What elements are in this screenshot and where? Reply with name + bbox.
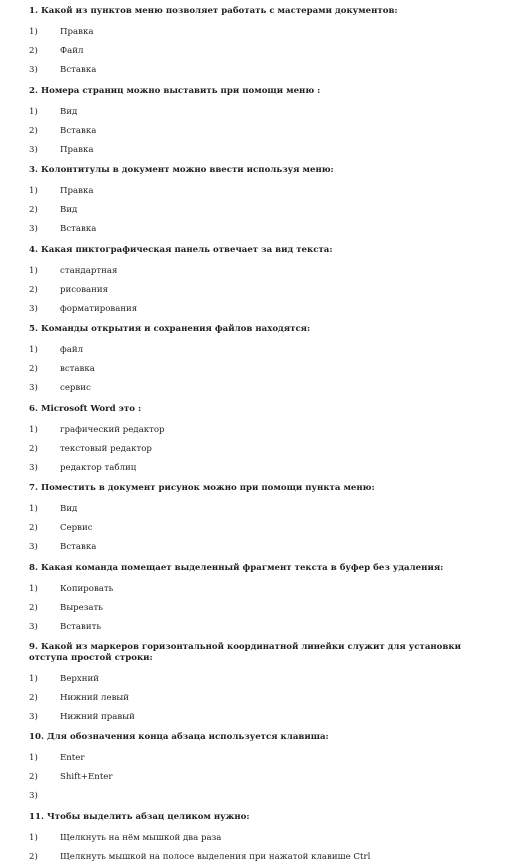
question-title: 10. Для обозначения конца абзаца используется клавиша:	[29, 726, 501, 749]
answer-option	[0, 538, 511, 557]
option-text: рисования	[60, 285, 108, 295]
answer-option	[0, 500, 511, 519]
answer-option	[0, 669, 511, 688]
option-text: файл	[60, 345, 83, 355]
option-number: 1)	[0, 27, 58, 37]
question-11	[0, 806, 511, 866]
answer-option	[0, 688, 511, 707]
question-title: 1. Какой из пунктов меню позволяет работать с мастерами документов:	[29, 0, 501, 23]
option-number: 2)	[0, 444, 58, 454]
option-number: 1)	[0, 266, 58, 276]
option-number: 1)	[0, 186, 58, 196]
answer-option	[0, 707, 511, 726]
option-number: 2)	[0, 205, 58, 215]
option-text: текстовый редактор	[60, 444, 152, 454]
option-text: Нижний правый	[60, 712, 135, 722]
option-number: 3)	[0, 463, 58, 473]
question-9	[0, 636, 511, 726]
answer-option	[0, 201, 511, 220]
option-number: 3)	[0, 542, 58, 552]
answer-option	[0, 341, 511, 360]
option-text: Вставка	[60, 224, 96, 234]
option-number: 3)	[0, 712, 58, 722]
answer-option	[0, 23, 511, 42]
option-text: стандартная	[60, 266, 117, 276]
option-number: 3)	[0, 622, 58, 632]
answer-option	[0, 121, 511, 140]
option-text: Вставка	[60, 542, 96, 552]
option-number: 1)	[0, 674, 58, 684]
answer-option	[0, 220, 511, 239]
answer-option	[0, 182, 511, 201]
option-text: Вставить	[60, 622, 101, 632]
option-number: 3)	[0, 791, 58, 801]
question-1	[0, 0, 511, 80]
option-text: Вид	[60, 504, 77, 514]
answer-option	[0, 598, 511, 617]
option-text: Вставка	[60, 65, 96, 75]
question-8	[0, 557, 511, 637]
answer-option	[0, 439, 511, 458]
option-number: 2)	[0, 46, 58, 56]
question-title: 3. Колонтитулы в документ можно ввести используя меню:	[29, 159, 501, 182]
answer-option	[0, 140, 511, 159]
option-number: 2)	[0, 364, 58, 374]
question-title: 6. Microsoft Word это :	[29, 398, 501, 421]
answer-option	[0, 787, 511, 806]
answer-option	[0, 617, 511, 636]
option-text: Shift+Enter	[60, 772, 112, 782]
question-title: 9. Какой из маркеров горизонтальной координатной линейки служит для установки отступа простой строки:	[29, 636, 501, 669]
option-text: Правка	[60, 145, 93, 155]
option-number: 3)	[0, 145, 58, 155]
option-text: Вид	[60, 205, 77, 215]
answer-option	[0, 379, 511, 398]
question-10	[0, 726, 511, 806]
option-number: 1)	[0, 345, 58, 355]
answer-option	[0, 360, 511, 379]
option-text: форматирования	[60, 304, 137, 314]
option-text: Вырезать	[60, 603, 103, 613]
option-text: Файл	[60, 46, 83, 56]
question-title: 4. Какая пиктографическая панель отвечает за вид текста:	[29, 239, 501, 262]
option-number: 3)	[0, 304, 58, 314]
answer-option	[0, 847, 511, 866]
answer-option	[0, 299, 511, 318]
answer-option	[0, 749, 511, 768]
option-text: Верхний	[60, 674, 99, 684]
option-text: Сервис	[60, 523, 93, 533]
question-3	[0, 159, 511, 239]
question-7	[0, 477, 511, 557]
option-text: Щелкнуть мышкой на полосе выделения при нажатой клавише Ctrl	[60, 852, 370, 862]
question-title: 7. Поместить в документ рисунок можно при помощи пункта меню:	[29, 477, 501, 500]
question-6	[0, 398, 511, 478]
question-2	[0, 80, 511, 160]
option-number: 2)	[0, 523, 58, 533]
option-number: 1)	[0, 584, 58, 594]
option-number: 1)	[0, 833, 58, 843]
option-text: Enter	[60, 753, 84, 763]
option-text: Копировать	[60, 584, 113, 594]
answer-option	[0, 579, 511, 598]
option-number: 2)	[0, 126, 58, 136]
answer-option	[0, 420, 511, 439]
option-text: графический редактор	[60, 425, 165, 435]
answer-option	[0, 768, 511, 787]
option-number: 1)	[0, 107, 58, 117]
option-text: Щелкнуть на нём мышкой два раза	[60, 833, 221, 843]
option-number: 3)	[0, 65, 58, 75]
answer-option	[0, 828, 511, 847]
option-text: Вставка	[60, 126, 96, 136]
question-title: 2. Номера страниц можно выставить при помощи меню :	[29, 80, 501, 103]
option-number: 1)	[0, 425, 58, 435]
question-title: 8. Какая команда помещает выделенный фрагмент текста в буфер без удаления:	[29, 557, 501, 580]
answer-option	[0, 61, 511, 80]
option-number: 3)	[0, 383, 58, 393]
option-number: 2)	[0, 603, 58, 613]
option-number: 1)	[0, 753, 58, 763]
option-text: вставка	[60, 364, 95, 374]
answer-option	[0, 102, 511, 121]
question-title: 5. Команды открытия и сохранения файлов находятся:	[29, 318, 501, 341]
answer-option	[0, 280, 511, 299]
option-text: Нижний левый	[60, 693, 129, 703]
option-text: сервис	[60, 383, 91, 393]
option-text: Правка	[60, 27, 93, 37]
option-text: Вид	[60, 107, 77, 117]
option-text: Правка	[60, 186, 93, 196]
option-number: 2)	[0, 772, 58, 782]
answer-option	[0, 458, 511, 477]
option-number: 2)	[0, 693, 58, 703]
option-number: 2)	[0, 852, 58, 862]
answer-option	[0, 261, 511, 280]
option-number: 1)	[0, 504, 58, 514]
answer-option	[0, 519, 511, 538]
question-5	[0, 318, 511, 398]
question-title: 11. Чтобы выделить абзац целиком нужно:	[29, 806, 501, 829]
answer-option	[0, 42, 511, 61]
option-number: 3)	[0, 224, 58, 234]
option-text: редактор таблиц	[60, 463, 136, 473]
question-4	[0, 239, 511, 319]
option-number: 2)	[0, 285, 58, 295]
